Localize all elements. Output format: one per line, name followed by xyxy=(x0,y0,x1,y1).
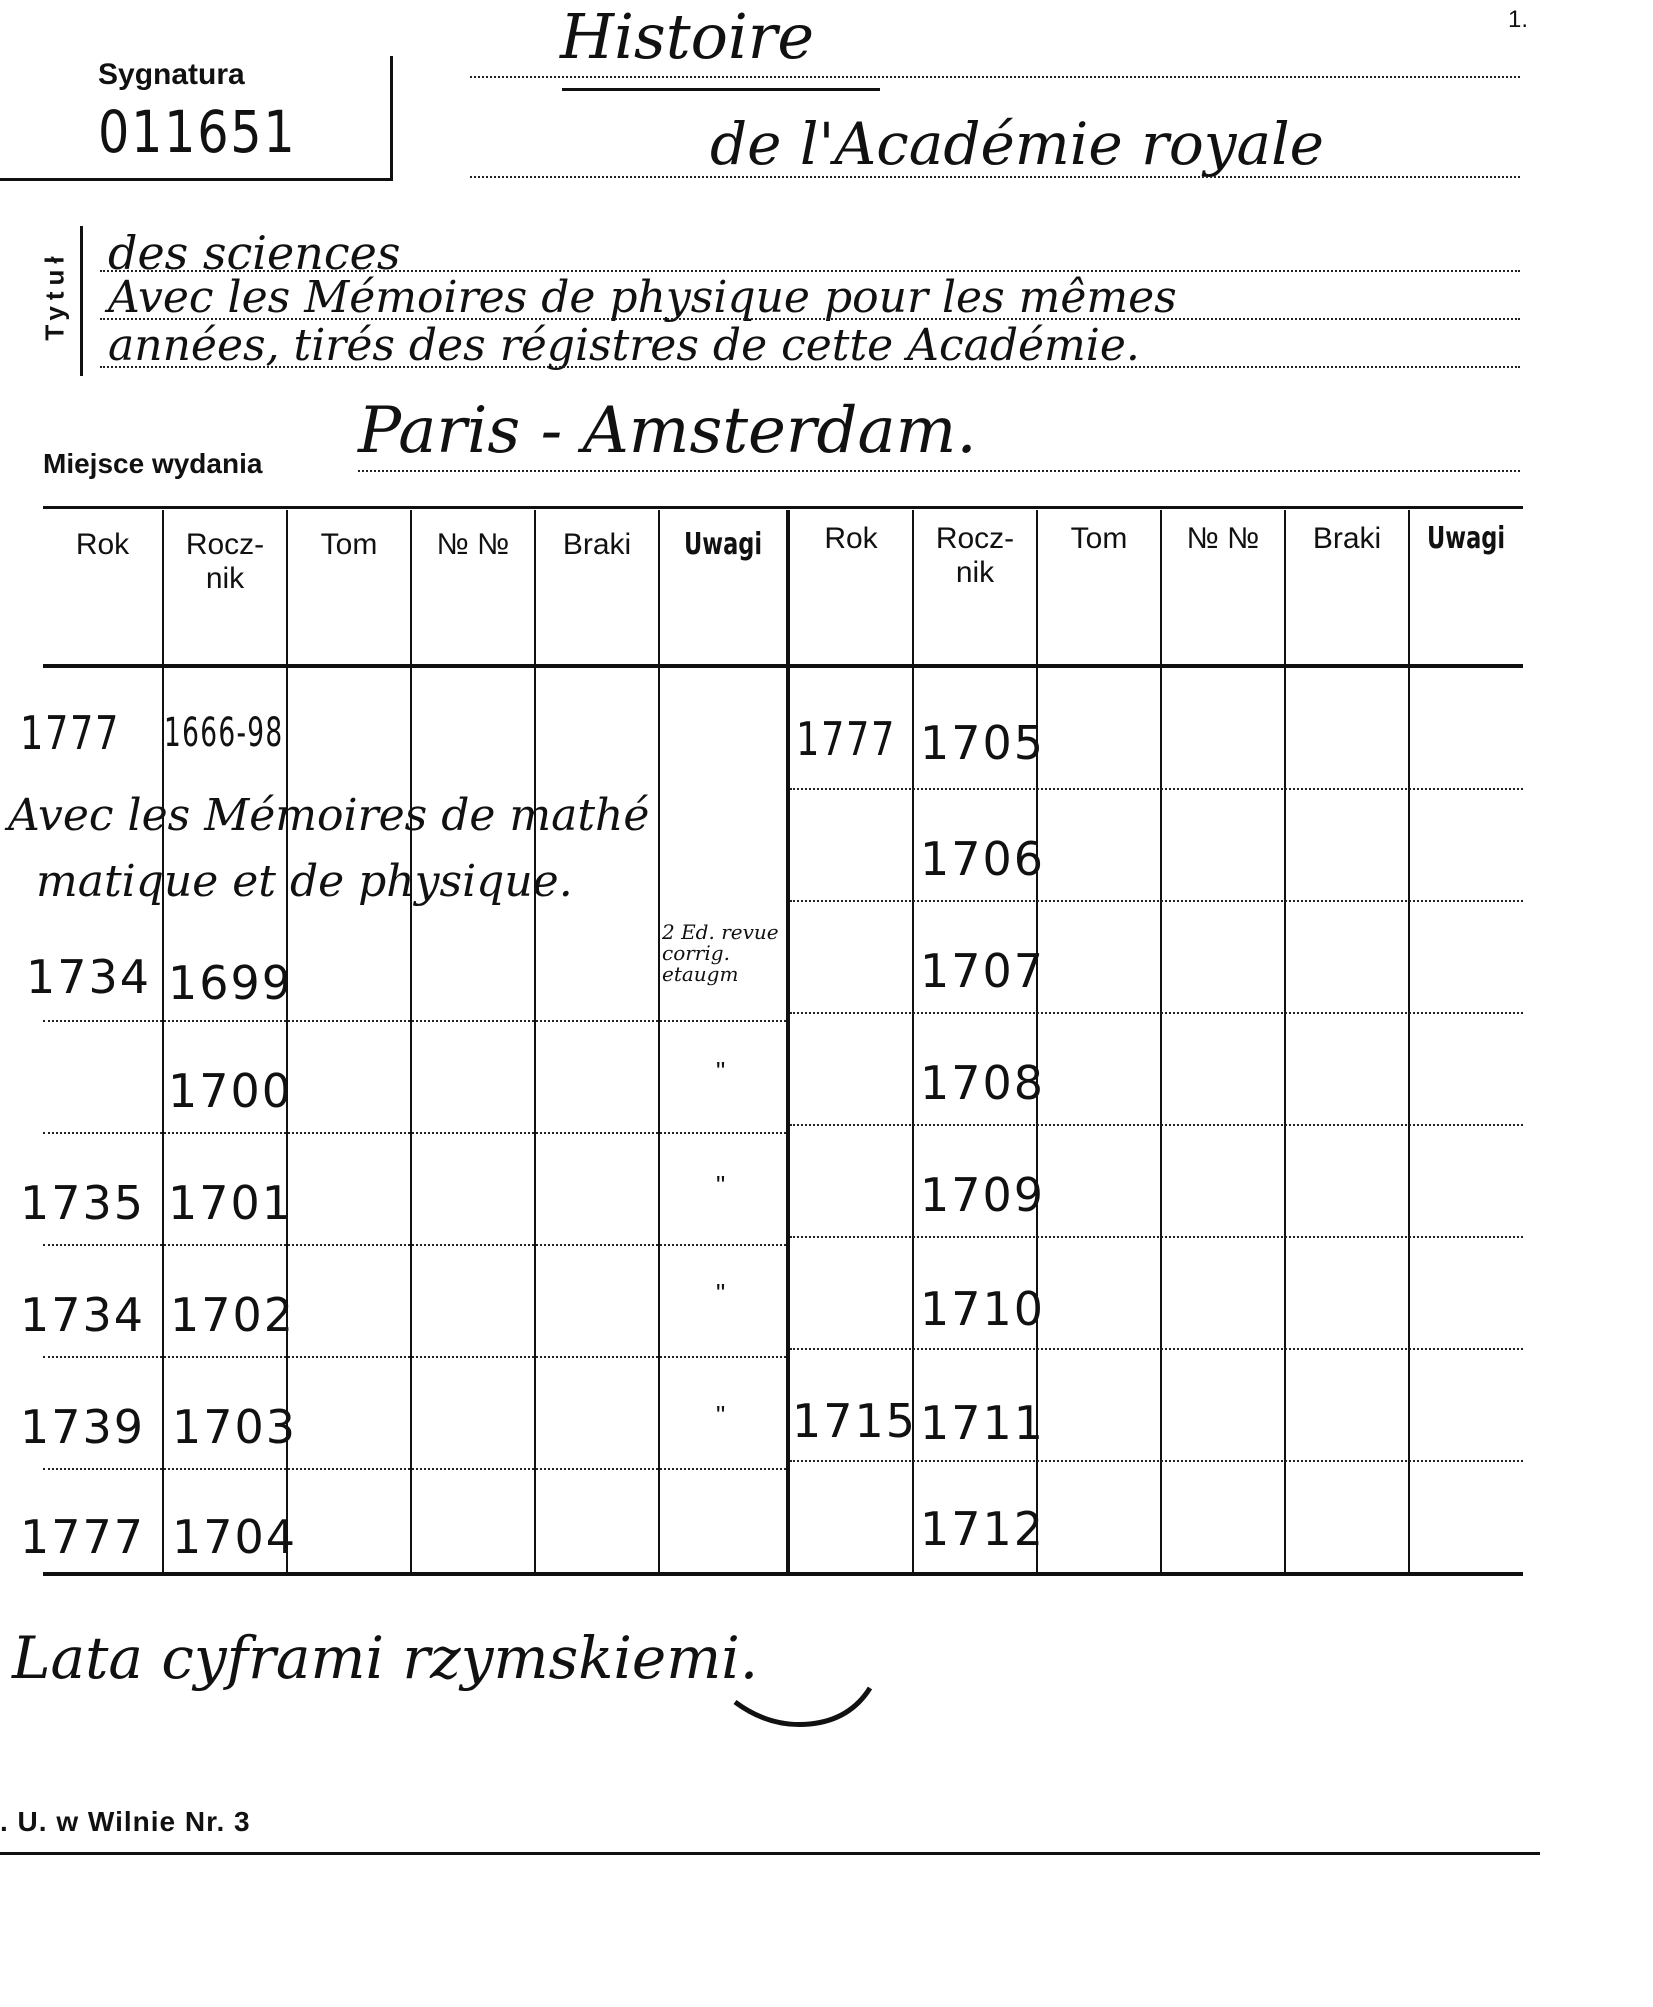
right-row-4-rocznik: 1708 xyxy=(920,1056,1046,1110)
col-line-center xyxy=(786,510,790,1572)
right-row-1-rok: 1777 xyxy=(796,712,897,766)
title-line-5: années, tirés des régistres de cette Académie. xyxy=(108,320,1140,371)
row-sep-left xyxy=(43,1020,786,1022)
left-row-7-rocznik: 1704 xyxy=(172,1510,298,1564)
left-row-5-rocznik: 1702 xyxy=(170,1288,296,1342)
left-row-5-uwagi: " xyxy=(716,1278,726,1308)
row-sep-right xyxy=(790,1012,1523,1014)
footer-rule xyxy=(0,1852,1540,1855)
header-rok-right: Rok xyxy=(824,522,878,555)
header-rocznik-text: Rocz- nik xyxy=(185,528,265,595)
left-row-6-rok: 1739 xyxy=(20,1400,146,1454)
col-line xyxy=(1284,510,1286,1572)
header-rocznik xyxy=(164,528,286,596)
right-row-6-rocznik: 1710 xyxy=(920,1282,1046,1336)
row-sep-left xyxy=(43,1356,786,1358)
left-row-6-uwagi: " xyxy=(716,1400,726,1430)
row-sep-left xyxy=(43,1132,786,1134)
row-sep-right xyxy=(790,1460,1523,1462)
header-braki: Braki xyxy=(562,528,632,561)
title-label-text: Tytuł xyxy=(39,250,70,341)
corner-mark: 1. xyxy=(1508,6,1529,33)
right-row-7-rok: 1715 xyxy=(792,1394,918,1448)
left-row-1-rok: 1777 xyxy=(20,706,121,760)
title-underline xyxy=(562,88,880,91)
left-row-2-uwagi: 2 Ed. revue corrig. etaugm xyxy=(662,920,779,986)
left-row-4-rok: 1735 xyxy=(20,1176,146,1230)
header-rok: Rok xyxy=(75,528,130,561)
title-line-3: des sciences xyxy=(108,226,401,280)
col-line xyxy=(1408,510,1410,1572)
header-numery: № № xyxy=(436,528,510,561)
right-row-1-rocznik: 1705 xyxy=(920,716,1046,770)
left-row-7-rok: 1777 xyxy=(20,1510,146,1564)
col-line xyxy=(534,510,536,1572)
row-sep-right xyxy=(790,900,1523,902)
right-row-8-rocznik: 1712 xyxy=(920,1502,1046,1556)
right-row-7-rocznik: 1711 xyxy=(920,1396,1046,1450)
col-line xyxy=(410,510,412,1572)
title-dots-2 xyxy=(470,176,1520,178)
signature-box xyxy=(0,56,393,181)
row-sep-left xyxy=(43,1468,786,1470)
table-top-rule xyxy=(43,506,1523,509)
row-sep-right xyxy=(790,1348,1523,1350)
note-text: Lata cyframi rzymskiemi. xyxy=(12,1624,759,1692)
header-braki-right: Braki xyxy=(1312,522,1382,555)
left-row-2-rok: 1734 xyxy=(26,950,152,1004)
header-uwagi-text: Uwagi xyxy=(683,527,763,562)
place-dots xyxy=(358,470,1520,472)
header-tom-right: Tom xyxy=(1070,522,1128,555)
right-row-2-rocznik: 1706 xyxy=(920,832,1046,886)
row-sep-right xyxy=(790,1236,1523,1238)
header-uwagi-right-text: Uwagi xyxy=(1427,521,1506,556)
left-row-4-rocznik: 1701 xyxy=(168,1176,294,1230)
title-line-4: Avec les Mémoires de physique pour les mêmes xyxy=(108,272,1177,323)
header-numery-right: № № xyxy=(1186,522,1260,555)
header-rocznik-right-text: Rocz- nik xyxy=(935,522,1015,589)
title-dots-5 xyxy=(100,366,1520,368)
left-row-1-rocznik: 1666-98 xyxy=(164,710,284,756)
header-uwagi xyxy=(660,528,786,562)
footer-text: . U. w Wilnie Nr. 3 xyxy=(0,1806,251,1837)
title-line-1: Histoire xyxy=(560,0,815,73)
title-line-2: de l'Académie royale xyxy=(710,110,1324,178)
title-dots-1 xyxy=(470,76,1520,78)
col-line xyxy=(1160,510,1162,1572)
signature-label: Sygnatura xyxy=(98,58,245,91)
place-label: Miejsce wydania xyxy=(43,448,263,479)
place-value: Paris - Amsterdam. xyxy=(358,394,977,468)
left-row-3-uwagi: " xyxy=(716,1056,726,1086)
left-insert-line-2: matique et de physique. xyxy=(36,856,573,907)
left-row-4-uwagi: " xyxy=(716,1170,726,1200)
note-flourish xyxy=(730,1680,880,1740)
right-row-3-rocznik: 1707 xyxy=(920,944,1046,998)
right-row-5-rocznik: 1709 xyxy=(920,1168,1046,1222)
left-row-2-rocznik: 1699 xyxy=(168,956,294,1010)
title-bracket xyxy=(80,226,105,376)
header-rocznik-right xyxy=(914,522,1036,590)
left-insert-line-1: Avec les Mémoires de mathé xyxy=(8,790,650,841)
left-row-5-rok: 1734 xyxy=(20,1288,146,1342)
signature-value: 011651 xyxy=(98,98,297,166)
col-line xyxy=(162,510,164,1572)
left-row-3-rocznik: 1700 xyxy=(168,1064,294,1118)
title-label xyxy=(40,222,70,372)
row-sep-right xyxy=(790,788,1523,790)
col-line xyxy=(658,510,660,1572)
left-row-6-rocznik: 1703 xyxy=(172,1400,298,1454)
table-bottom-rule xyxy=(43,1572,1523,1576)
header-uwagi-right xyxy=(1410,522,1523,556)
header-tom: Tom xyxy=(320,528,378,561)
row-sep-right xyxy=(790,1124,1523,1126)
table-header-rule xyxy=(43,664,1523,668)
row-sep-left xyxy=(43,1244,786,1246)
